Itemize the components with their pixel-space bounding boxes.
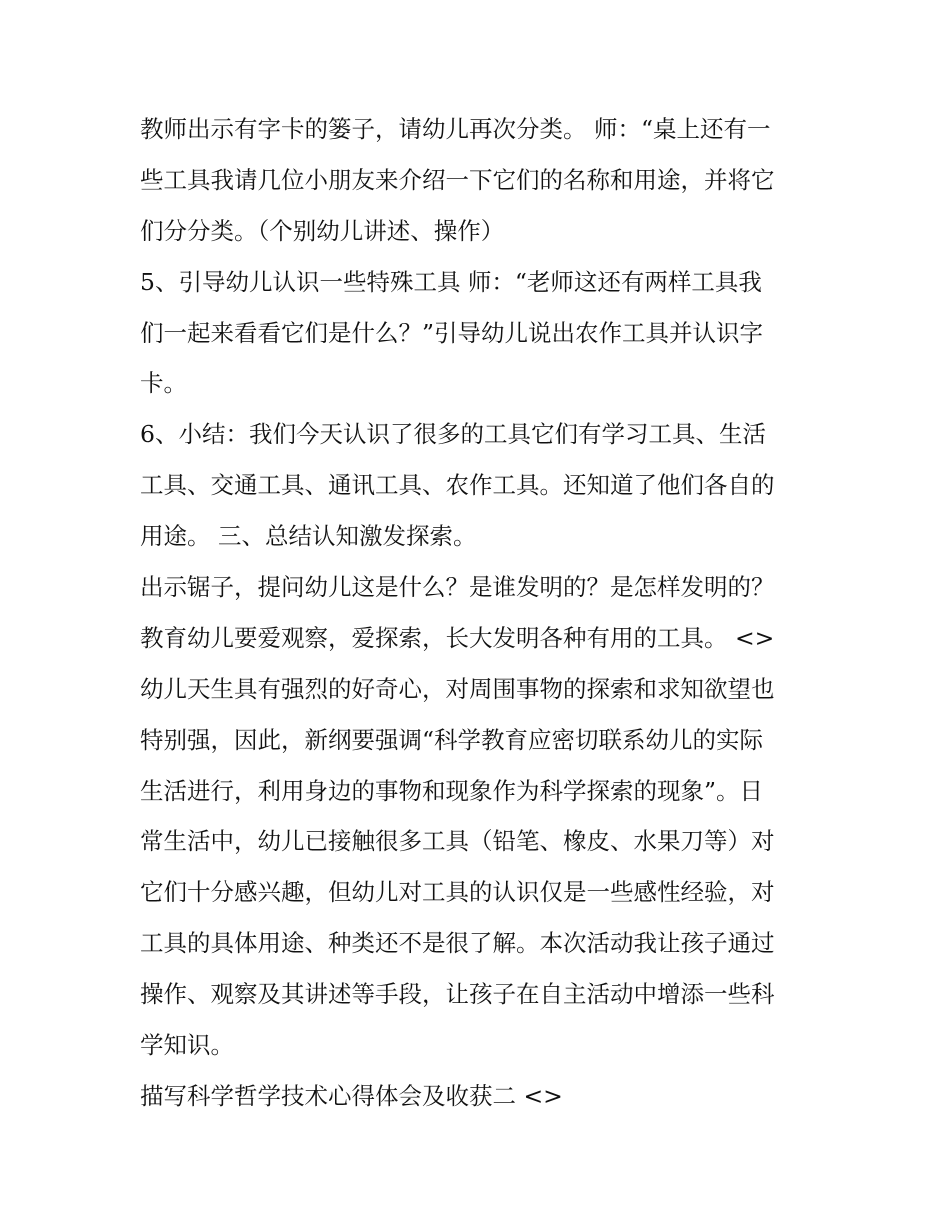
text-line: 生活进行，利用身边的事物和现象作为科学探索的现象”。日 <box>140 776 764 805</box>
text-line: 学知识。 <box>140 1031 234 1060</box>
text-line: 常生活中，幼儿已接触很多工具（铅笔、橡皮、水果刀等）对 <box>140 827 775 856</box>
text-line: 教育幼儿要爱观察，爱探索，长大发明各种有用的工具。 <> <box>140 623 775 652</box>
text-line: 教师出示有字卡的篓子，请幼儿再次分类。 师：“桌上还有一 <box>140 115 771 143</box>
text-line: 描写科学哲学技术心得体会及收获二 <> <box>140 1081 563 1110</box>
text-line: 操作、观察及其讲述等手段，让孩子在自主活动中增添一些科 <box>140 980 775 1009</box>
body-text <box>140 104 830 1122</box>
text-line: 些工具我请几位小朋友来介绍一下它们的名称和用途，并将它 <box>140 165 775 194</box>
text-line: 们分分类。（个别幼儿讲述、操作） <box>140 216 505 245</box>
text-line: 出示锯子，提问幼儿这是什么？是谁发明的？是怎样发明的？ <box>140 573 775 602</box>
text-line: 卡。 <box>140 369 187 398</box>
text-line: 们一起来看看它们是什么？”引导幼儿说出农作工具并认识字 <box>140 318 764 347</box>
text-line: 它们十分感兴趣，但幼儿对工具的认识仅是一些感性经验，对 <box>140 878 775 907</box>
text-line: 幼儿天生具有强烈的好奇心，对周围事物的探索和求知欲望也 <box>140 674 775 703</box>
text-line: 5、引导幼儿认识一些特殊工具 师：“老师这还有两样工具我 <box>140 267 762 296</box>
text-line: 工具、交通工具、通讯工具、农作工具。还知道了他们各自的 <box>140 471 775 500</box>
text-line: 用途。 三、总结认知激发探索。 <box>140 522 477 551</box>
text-line: 工具的具体用途、种类还不是很了解。本次活动我让孩子通过 <box>140 929 775 958</box>
text-line: 特别强，因此，新纲要强调“科学教育应密切联系幼儿的实际 <box>140 725 764 754</box>
text-line: 6、小结：我们今天认识了很多的工具它们有学习工具、生活 <box>140 420 766 449</box>
